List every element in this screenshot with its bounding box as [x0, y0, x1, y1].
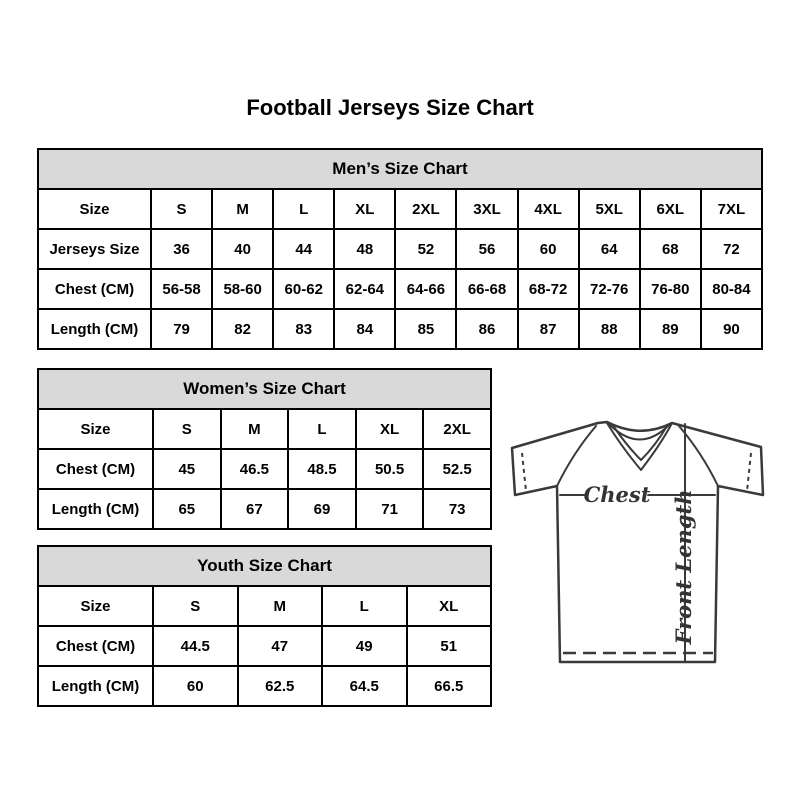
- table-row: [38, 269, 762, 309]
- size-cell: 87: [518, 309, 579, 349]
- size-cell: 64: [579, 229, 640, 269]
- size-cell: XL: [356, 409, 424, 449]
- left-cuff-dashed-line: [522, 453, 526, 491]
- table-row: [38, 229, 762, 269]
- row-label: Chest (CM): [38, 269, 151, 309]
- size-cell: 47: [238, 626, 323, 666]
- size-cell: 44: [273, 229, 334, 269]
- size-cell: L: [273, 189, 334, 229]
- size-cell: 60: [518, 229, 579, 269]
- size-cell: 72-76: [579, 269, 640, 309]
- size-cell: 7XL: [701, 189, 762, 229]
- size-cell: S: [151, 189, 212, 229]
- size-cell: S: [153, 586, 238, 626]
- row-label: Length (CM): [38, 489, 153, 529]
- size-cell: 65: [153, 489, 221, 529]
- size-cell: 58-60: [212, 269, 273, 309]
- mens-size-table: [37, 148, 763, 350]
- size-cell: XL: [407, 586, 492, 626]
- size-cell: M: [238, 586, 323, 626]
- size-cell: L: [322, 586, 407, 626]
- size-cell: 89: [640, 309, 701, 349]
- size-cell: 60-62: [273, 269, 334, 309]
- chest-label: Chest: [583, 482, 651, 507]
- size-cell: 85: [395, 309, 456, 349]
- table-row: [38, 489, 491, 529]
- size-cell: 83: [273, 309, 334, 349]
- youth-size-table: [37, 545, 492, 707]
- size-cell: 72: [701, 229, 762, 269]
- size-cell: 52: [395, 229, 456, 269]
- size-cell: 82: [212, 309, 273, 349]
- front-length-label: Front Length: [671, 489, 696, 645]
- jersey-diagram-icon: [495, 395, 790, 680]
- size-cell: 62.5: [238, 666, 323, 706]
- table-row: [38, 309, 762, 349]
- size-cell: 79: [151, 309, 212, 349]
- size-cell: 68-72: [518, 269, 579, 309]
- size-cell: 66-68: [456, 269, 517, 309]
- size-cell: 5XL: [579, 189, 640, 229]
- size-cell: M: [212, 189, 273, 229]
- size-cell: 86: [456, 309, 517, 349]
- size-cell: 6XL: [640, 189, 701, 229]
- size-cell: 44.5: [153, 626, 238, 666]
- size-cell: 51: [407, 626, 492, 666]
- size-cell: 45: [153, 449, 221, 489]
- row-label: Jerseys Size: [38, 229, 151, 269]
- size-cell: 40: [212, 229, 273, 269]
- size-cell: 62-64: [334, 269, 395, 309]
- size-cell: 48.5: [288, 449, 356, 489]
- row-label: Size: [38, 189, 151, 229]
- size-cell: 2XL: [423, 409, 491, 449]
- jersey-outline: [512, 422, 763, 662]
- size-cell: 88: [579, 309, 640, 349]
- size-cell: 84: [334, 309, 395, 349]
- size-cell: 64.5: [322, 666, 407, 706]
- row-label: Length (CM): [38, 666, 153, 706]
- size-cell: 36: [151, 229, 212, 269]
- page-title: Football Jerseys Size Chart: [246, 95, 534, 120]
- size-cell: 71: [356, 489, 424, 529]
- table-row: [38, 666, 491, 706]
- size-cell: 69: [288, 489, 356, 529]
- row-label: Chest (CM): [38, 626, 153, 666]
- size-cell: M: [221, 409, 289, 449]
- size-cell: 46.5: [221, 449, 289, 489]
- row-label: Length (CM): [38, 309, 151, 349]
- size-cell: L: [288, 409, 356, 449]
- row-label: Size: [38, 409, 153, 449]
- row-label: Chest (CM): [38, 449, 153, 489]
- size-cell: 50.5: [356, 449, 424, 489]
- size-cell: S: [153, 409, 221, 449]
- youth-table-title: Youth Size Chart: [38, 546, 491, 586]
- size-cell: 90: [701, 309, 762, 349]
- table-row: [38, 409, 491, 449]
- size-cell: 80-84: [701, 269, 762, 309]
- size-cell: 56-58: [151, 269, 212, 309]
- womens-size-table: [37, 368, 492, 530]
- size-cell: 49: [322, 626, 407, 666]
- size-cell: 4XL: [518, 189, 579, 229]
- mens-table-title: Men’s Size Chart: [38, 149, 762, 189]
- size-cell: 56: [456, 229, 517, 269]
- size-cell: 3XL: [456, 189, 517, 229]
- size-cell: XL: [334, 189, 395, 229]
- size-cell: 48: [334, 229, 395, 269]
- womens-table-title: Women’s Size Chart: [38, 369, 491, 409]
- size-cell: 60: [153, 666, 238, 706]
- table-row: [38, 449, 491, 489]
- size-cell: 73: [423, 489, 491, 529]
- size-cell: 67: [221, 489, 289, 529]
- size-cell: 76-80: [640, 269, 701, 309]
- size-cell: 66.5: [407, 666, 492, 706]
- table-row: [38, 626, 491, 666]
- size-cell: 2XL: [395, 189, 456, 229]
- table-row: [38, 189, 762, 229]
- left-armhole-seam: [557, 426, 596, 486]
- size-cell: 52.5: [423, 449, 491, 489]
- size-cell: 68: [640, 229, 701, 269]
- right-cuff-dashed-line: [747, 453, 751, 491]
- row-label: Size: [38, 586, 153, 626]
- size-cell: 64-66: [395, 269, 456, 309]
- table-row: [38, 586, 491, 626]
